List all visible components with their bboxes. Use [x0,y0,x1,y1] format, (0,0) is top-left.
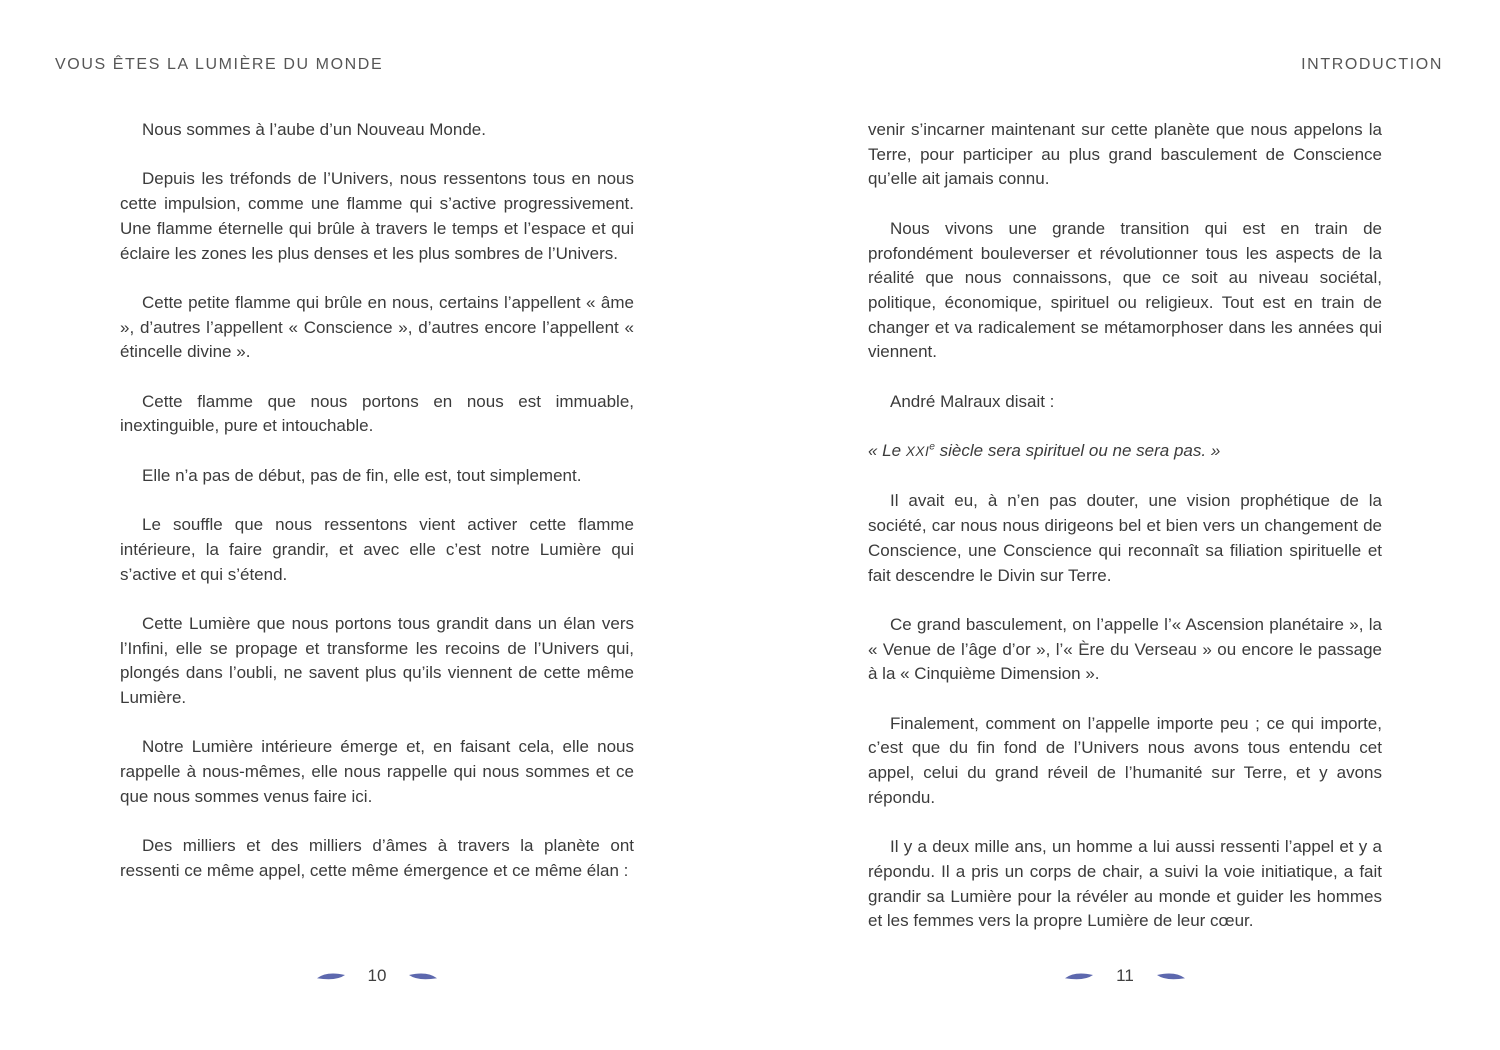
quote-open: « Le [868,441,906,461]
paragraph: Finalement, comment on l’appelle importe peu ; ce qui importe, c’est que du fin fond de l’Univers nous avons tous entendu cet appel, celui du grand réveil de l’humanité sur Terre, et y avons répondu. [868,713,1382,807]
quote-ordinal-suffix: e [929,441,935,453]
text-column-left [120,118,634,908]
paragraph: Il y a deux mille ans, un homme a lui aussi ressenti l’appel et y a répondu. Il a pris un corps de chair, a suivi la voie initiatique, a fait grandir sa Lumière pour la révéler au monde et guider les hommes et les femmes vers la propre Lumière de leur cœur. [868,837,1382,931]
page-footer-left [120,966,634,986]
paragraph: Ce grand basculement, on l’appelle l’« Ascension planétaire », la « Venue de l’âge d’or », l’« Ère du Verseau » ou encore le passage à la « Cinquième Dimension ». [868,614,1382,684]
paragraph: André Malraux disait : [890,391,1055,411]
quote-close: siècle sera spirituel ou ne sera pas. » [934,441,1221,461]
leaf-ornament-icon [316,970,346,982]
leaf-ornament-icon [408,970,438,982]
leaf-ornament-icon [1156,970,1186,982]
leaf-ornament-icon [1064,970,1094,982]
paragraph-continuation: venir s’incarner maintenant sur cette planète que nous appelons la Terre, pour participer au plus grand basculement de Conscience qu’elle ait jamais connu. [868,120,1382,189]
paragraph: Elle n’a pas de début, pas de fin, elle est, tout simplement. [142,465,582,485]
paragraph: Des milliers et des milliers d’âmes à travers la planète ont ressenti ce même appel, cette même émergence et ce même élan : [120,836,634,880]
page-number: 10 [367,966,387,985]
paragraph: Nous sommes à l’aube d’un Nouveau Monde. [142,120,486,139]
malraux-quote [868,439,1382,465]
running-header-chapter-title: INTRODUCTION [1301,56,1443,73]
quote-century-numeral: XXI [905,444,930,460]
page-number: 11 [1116,966,1134,985]
running-header-book-title: VOUS ÊTES LA LUMIÈRE DU MONDE [55,56,384,73]
paragraph: Depuis les tréfonds de l’Univers, nous ressentons tous en nous cette impulsion, comme une flamme qui s’active progressivement. Une flamme éternelle qui brûle à travers le temps et l’espace et qui éclaire les zones les plus denses et les plus sombres de l’Univers. [120,169,634,263]
page-footer-right [868,966,1382,986]
paragraph: Nous vivons une grande transition qui est en train de profondément bouleverser et révolutionner tous les aspects de la réalité que nous connaissons, que ce soit au niveau sociétal, politique, économique, spirituel ou religieux. Tout est en train de changer et va radicalement se métamorphoser dans les années qui viennent. [868,218,1382,362]
text-column-right [868,118,1382,959]
paragraph: Cette petite flamme qui brûle en nous, certains l’appellent « âme », d’autres l’appellent « Conscience », d’autres encore l’appellent « étincelle divine ». [120,292,634,362]
paragraph: Cette Lumière que nous portons tous grandit dans un élan vers l’Infini, elle se propage et transforme les recoins de l’Univers qui, plongés dans l’oubli, ne savent plus qu’ils viennent de cette même Lumière. [120,613,634,708]
paragraph: Cette flamme que nous portons en nous est immuable, inextinguible, pure et intouchable. [120,391,634,436]
book-page-right [750,0,1500,1050]
paragraph: Notre Lumière intérieure émerge et, en faisant cela, elle nous rappelle à nous-mêmes, elle nous rappelle qui nous sommes et ce que nous sommes venus faire ici. [120,737,634,806]
paragraph: Il avait eu, à n’en pas douter, une vision prophétique de la société, car nous nous dirigeons bel et bien vers un changement de Conscience, une Conscience qui reconnaît sa filiation spirituelle et fait descendre le Divin sur Terre. [868,491,1382,585]
paragraph: Le souffle que nous ressentons vient activer cette flamme intérieure, la faire grandir, et avec elle c’est notre Lumière qui s’active et qui s’étend. [120,515,634,584]
